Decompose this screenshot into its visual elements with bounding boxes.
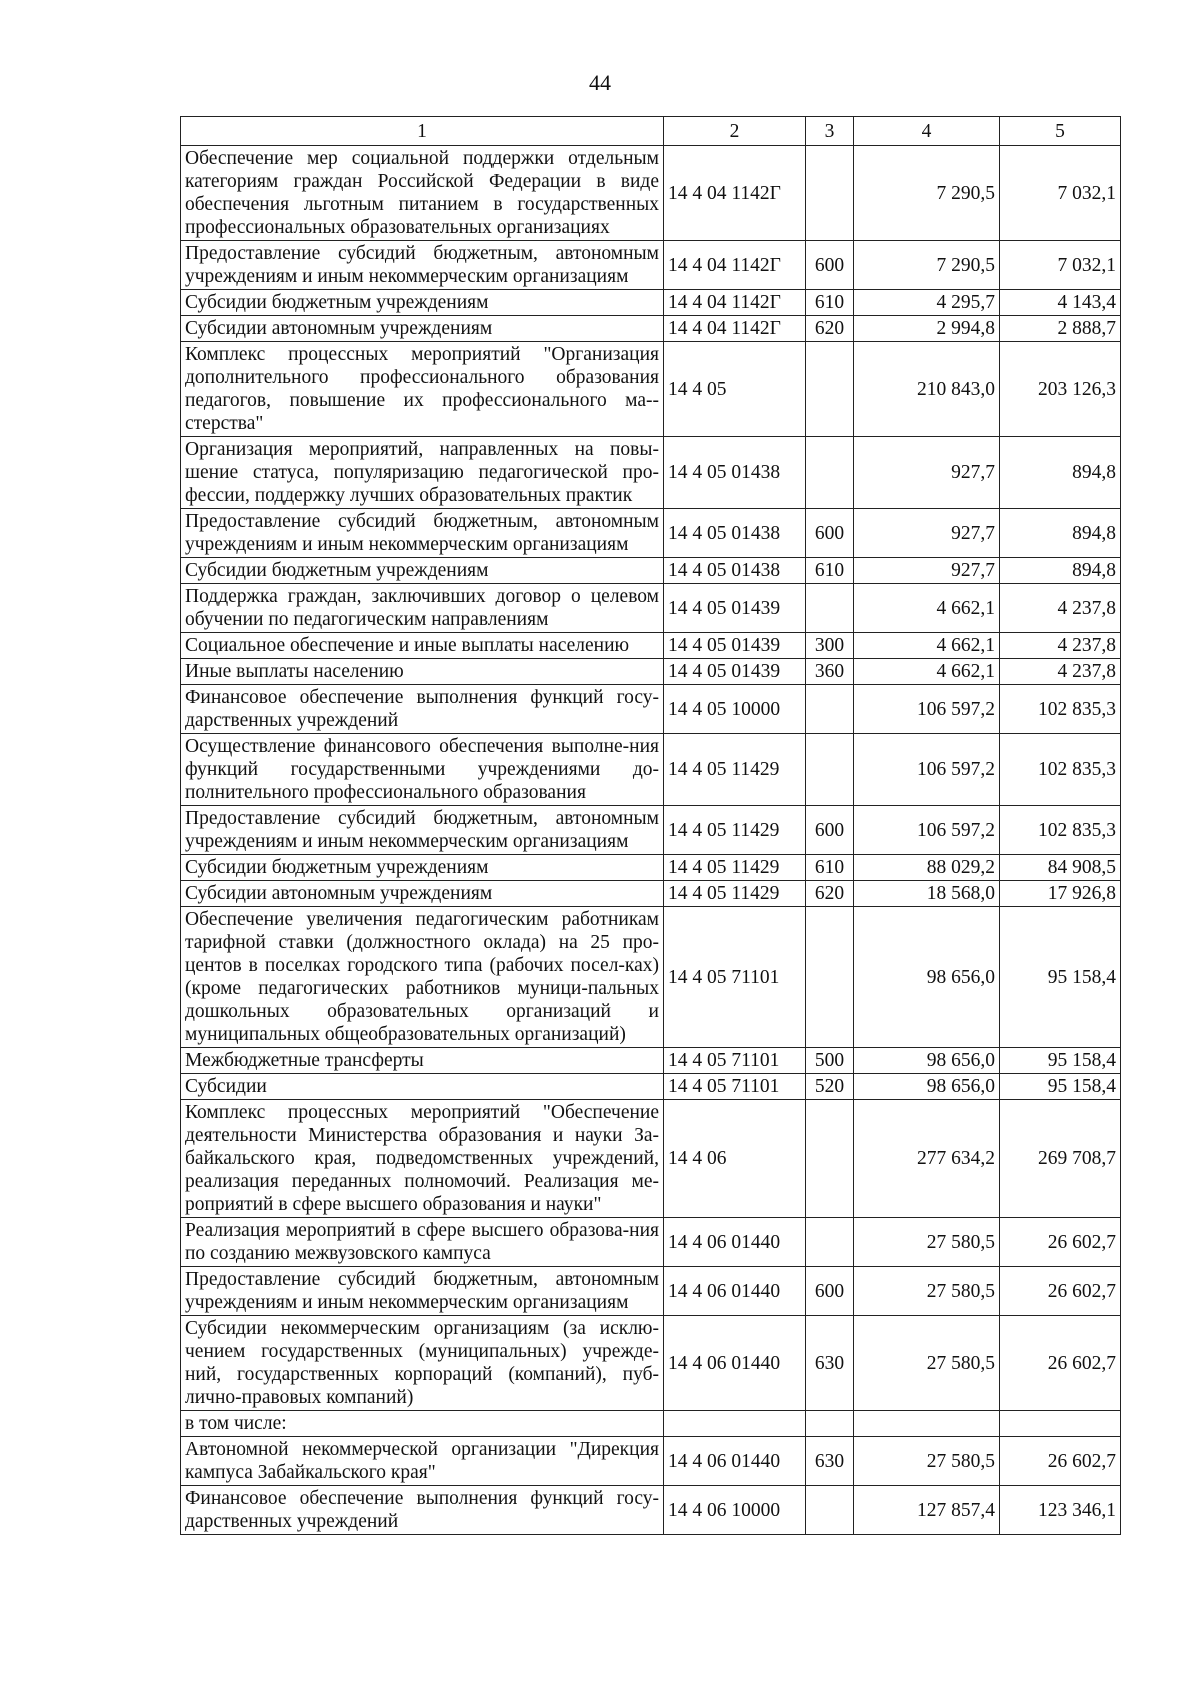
table-row (181, 241, 1121, 290)
row-description: Осуществление финансового обеспечения выполне-ния функций государственными учреждениями до-полнительного профессионального образования (181, 734, 664, 806)
row-code: 14 4 05 11429 (664, 806, 806, 855)
row-expense-type (806, 437, 854, 509)
row-value-col5: 102 835,3 (1000, 806, 1121, 855)
row-value-col5: 7 032,1 (1000, 241, 1121, 290)
row-code: 14 4 05 01438 (664, 437, 806, 509)
row-expense-type: 300 (806, 633, 854, 659)
row-code: 14 4 05 11429 (664, 881, 806, 907)
row-value-col5: 4 143,4 (1000, 290, 1121, 316)
row-code: 14 4 05 71101 (664, 1048, 806, 1074)
row-value-col4: 27 580,5 (854, 1267, 1000, 1316)
row-expense-type (806, 584, 854, 633)
table-row (181, 1316, 1121, 1411)
table-row (181, 633, 1121, 659)
row-value-col5: 269 708,7 (1000, 1100, 1121, 1218)
row-code: 14 4 06 01440 (664, 1316, 806, 1411)
table-row (181, 437, 1121, 509)
row-value-col5: 26 602,7 (1000, 1218, 1121, 1267)
row-value-col4: 7 290,5 (854, 146, 1000, 241)
row-value-col5: 894,8 (1000, 509, 1121, 558)
row-value-col4: 4 662,1 (854, 659, 1000, 685)
row-value-col5: 4 237,8 (1000, 659, 1121, 685)
header-col-3: 3 (806, 117, 854, 146)
row-description: в том числе: (181, 1411, 664, 1437)
row-description: Субсидии автономным учреждениям (181, 316, 664, 342)
header-col-5: 5 (1000, 117, 1121, 146)
row-value-col4 (854, 1411, 1000, 1437)
row-description: Реализация мероприятий в сфере высшего образова-ния по созданию межвузовского кампуса (181, 1218, 664, 1267)
row-code: 14 4 05 01439 (664, 584, 806, 633)
row-expense-type: 630 (806, 1437, 854, 1486)
table-body (181, 146, 1121, 1535)
row-description: Организация мероприятий, направленных на повы-шение статуса, популяризацию педагогической про-фессии, поддержку лучших образовательных практик (181, 437, 664, 509)
row-code: 14 4 05 01438 (664, 509, 806, 558)
table-row (181, 558, 1121, 584)
row-expense-type (806, 1100, 854, 1218)
row-description: Автономной некоммерческой организации "Дирекция кампуса Забайкальского края" (181, 1437, 664, 1486)
row-value-col4: 98 656,0 (854, 907, 1000, 1048)
table-row (181, 907, 1121, 1048)
row-value-col5: 102 835,3 (1000, 685, 1121, 734)
row-value-col5: 95 158,4 (1000, 907, 1121, 1048)
row-description: Комплекс процессных мероприятий "Обеспечение деятельности Министерства образования и науки За-байкальского края, подведомственных учреждений, реализация переданных полномочий. Реализация ме-роприятий в сфере высшего образования и науки" (181, 1100, 664, 1218)
row-code: 14 4 05 11429 (664, 734, 806, 806)
row-code: 14 4 06 10000 (664, 1486, 806, 1535)
row-expense-type: 520 (806, 1074, 854, 1100)
table-row (181, 1267, 1121, 1316)
row-value-col5: 84 908,5 (1000, 855, 1121, 881)
row-code: 14 4 05 71101 (664, 907, 806, 1048)
row-description: Поддержка граждан, заключивших договор о целевом обучении по педагогическим направлениям (181, 584, 664, 633)
row-code: 14 4 05 71101 (664, 1074, 806, 1100)
row-expense-type: 600 (806, 1267, 854, 1316)
row-value-col4: 4 662,1 (854, 633, 1000, 659)
row-expense-type (806, 1486, 854, 1535)
row-value-col5: 4 237,8 (1000, 584, 1121, 633)
row-value-col4: 27 580,5 (854, 1437, 1000, 1486)
row-value-col4: 106 597,2 (854, 806, 1000, 855)
row-description: Межбюджетные трансферты (181, 1048, 664, 1074)
row-code: 14 4 06 01440 (664, 1218, 806, 1267)
row-value-col5: 95 158,4 (1000, 1048, 1121, 1074)
row-value-col5: 102 835,3 (1000, 734, 1121, 806)
row-value-col4: 27 580,5 (854, 1218, 1000, 1267)
row-value-col5: 894,8 (1000, 558, 1121, 584)
table-row (181, 685, 1121, 734)
row-value-col4: 2 994,8 (854, 316, 1000, 342)
row-description: Социальное обеспечение и иные выплаты населению (181, 633, 664, 659)
table-row (181, 881, 1121, 907)
row-expense-type: 610 (806, 290, 854, 316)
table-row (181, 1411, 1121, 1437)
row-expense-type: 620 (806, 316, 854, 342)
row-value-col4: 18 568,0 (854, 881, 1000, 907)
row-code: 14 4 06 01440 (664, 1267, 806, 1316)
row-description: Субсидии бюджетным учреждениям (181, 290, 664, 316)
row-value-col4: 106 597,2 (854, 685, 1000, 734)
header-col-1: 1 (181, 117, 664, 146)
row-value-col4: 7 290,5 (854, 241, 1000, 290)
table-row (181, 584, 1121, 633)
row-code: 14 4 05 01439 (664, 633, 806, 659)
row-code: 14 4 04 1142Г (664, 316, 806, 342)
row-value-col5: 7 032,1 (1000, 146, 1121, 241)
row-code: 14 4 04 1142Г (664, 146, 806, 241)
page-number (0, 70, 1200, 96)
row-expense-type: 600 (806, 806, 854, 855)
table-row (181, 290, 1121, 316)
table-row (181, 734, 1121, 806)
row-description: Обеспечение мер социальной поддержки отдельным категориям граждан Российской Федерации в виде обеспечения льготным питанием в государственных профессиональных образовательных организациях (181, 146, 664, 241)
row-value-col4: 927,7 (854, 437, 1000, 509)
row-value-col4: 927,7 (854, 509, 1000, 558)
row-value-col5: 26 602,7 (1000, 1437, 1121, 1486)
header-row (181, 117, 1121, 146)
table-row (181, 342, 1121, 437)
row-code: 14 4 05 10000 (664, 685, 806, 734)
table-row (181, 509, 1121, 558)
row-expense-type (806, 342, 854, 437)
table-row (181, 1437, 1121, 1486)
table-row (181, 855, 1121, 881)
row-value-col4: 88 029,2 (854, 855, 1000, 881)
table-row (181, 1218, 1121, 1267)
row-value-col5: 2 888,7 (1000, 316, 1121, 342)
row-code: 14 4 04 1142Г (664, 241, 806, 290)
row-code: 14 4 04 1142Г (664, 290, 806, 316)
row-description: Субсидии (181, 1074, 664, 1100)
row-expense-type (806, 1411, 854, 1437)
row-description: Финансовое обеспечение выполнения функций госу-дарственных учреждений (181, 685, 664, 734)
row-description: Предоставление субсидий бюджетным, автономным учреждениям и иным некоммерческим организациям (181, 1267, 664, 1316)
row-value-col5: 26 602,7 (1000, 1267, 1121, 1316)
row-value-col5: 17 926,8 (1000, 881, 1121, 907)
row-value-col4: 4 295,7 (854, 290, 1000, 316)
row-value-col4: 98 656,0 (854, 1074, 1000, 1100)
row-expense-type: 630 (806, 1316, 854, 1411)
row-value-col4: 927,7 (854, 558, 1000, 584)
table-row (181, 316, 1121, 342)
table-row (181, 146, 1121, 241)
row-description: Предоставление субсидий бюджетным, автономным учреждениям и иным некоммерческим организациям (181, 806, 664, 855)
row-value-col5: 894,8 (1000, 437, 1121, 509)
table-row (181, 1074, 1121, 1100)
budget-table (180, 116, 1121, 1535)
row-code: 14 4 05 01438 (664, 558, 806, 584)
row-description: Субсидии бюджетным учреждениям (181, 855, 664, 881)
row-description: Иные выплаты населению (181, 659, 664, 685)
row-expense-type (806, 685, 854, 734)
row-description: Предоставление субсидий бюджетным, автономным учреждениям и иным некоммерческим организациям (181, 241, 664, 290)
table-row (181, 1048, 1121, 1074)
row-value-col5: 4 237,8 (1000, 633, 1121, 659)
row-expense-type (806, 907, 854, 1048)
row-expense-type: 500 (806, 1048, 854, 1074)
row-expense-type: 600 (806, 509, 854, 558)
row-description: Обеспечение увеличения педагогическим работникам тарифной ставки (должностного оклада) на 25 про-центов в поселках городского типа (рабочих посел-ках) (кроме педагогических работников муници-пальных дошкольных образовательных организаций и муниципальных общеобразовательных организаций) (181, 907, 664, 1048)
row-expense-type: 360 (806, 659, 854, 685)
row-description: Предоставление субсидий бюджетным, автономным учреждениям и иным некоммерческим организациям (181, 509, 664, 558)
table-row (181, 1100, 1121, 1218)
row-expense-type (806, 146, 854, 241)
row-expense-type: 600 (806, 241, 854, 290)
row-value-col4: 127 857,4 (854, 1486, 1000, 1535)
row-expense-type: 610 (806, 855, 854, 881)
page-number-text: 44 (589, 70, 611, 95)
row-description: Финансовое обеспечение выполнения функций госу-дарственных учреждений (181, 1486, 664, 1535)
row-expense-type: 620 (806, 881, 854, 907)
table-row (181, 806, 1121, 855)
table-row (181, 659, 1121, 685)
row-code: 14 4 06 01440 (664, 1437, 806, 1486)
row-value-col4: 4 662,1 (854, 584, 1000, 633)
row-code: 14 4 05 01439 (664, 659, 806, 685)
row-description: Субсидии бюджетным учреждениям (181, 558, 664, 584)
row-value-col5: 95 158,4 (1000, 1074, 1121, 1100)
row-code: 14 4 05 11429 (664, 855, 806, 881)
row-code: 14 4 05 (664, 342, 806, 437)
row-code: 14 4 06 (664, 1100, 806, 1218)
header-col-2: 2 (664, 117, 806, 146)
row-value-col4: 277 634,2 (854, 1100, 1000, 1218)
row-value-col5: 123 346,1 (1000, 1486, 1121, 1535)
row-value-col4: 106 597,2 (854, 734, 1000, 806)
row-value-col5 (1000, 1411, 1121, 1437)
row-value-col4: 210 843,0 (854, 342, 1000, 437)
table-row (181, 1486, 1121, 1535)
row-description: Комплекс процессных мероприятий "Организация дополнительного профессионального образования педагогов, повышение их профессионального ма-стерства" (181, 342, 664, 437)
row-value-col5: 203 126,3 (1000, 342, 1121, 437)
row-description: Субсидии автономным учреждениям (181, 881, 664, 907)
row-value-col4: 98 656,0 (854, 1048, 1000, 1074)
row-value-col4: 27 580,5 (854, 1316, 1000, 1411)
row-value-col5: 26 602,7 (1000, 1316, 1121, 1411)
row-expense-type (806, 734, 854, 806)
header-col-4: 4 (854, 117, 1000, 146)
row-expense-type: 610 (806, 558, 854, 584)
row-expense-type (806, 1218, 854, 1267)
row-code (664, 1411, 806, 1437)
row-description: Субсидии некоммерческим организациям (за исклю-чением государственных (муниципальных) учрежде-ний, государственных корпораций (компаний), пуб-лично-правовых компаний) (181, 1316, 664, 1411)
